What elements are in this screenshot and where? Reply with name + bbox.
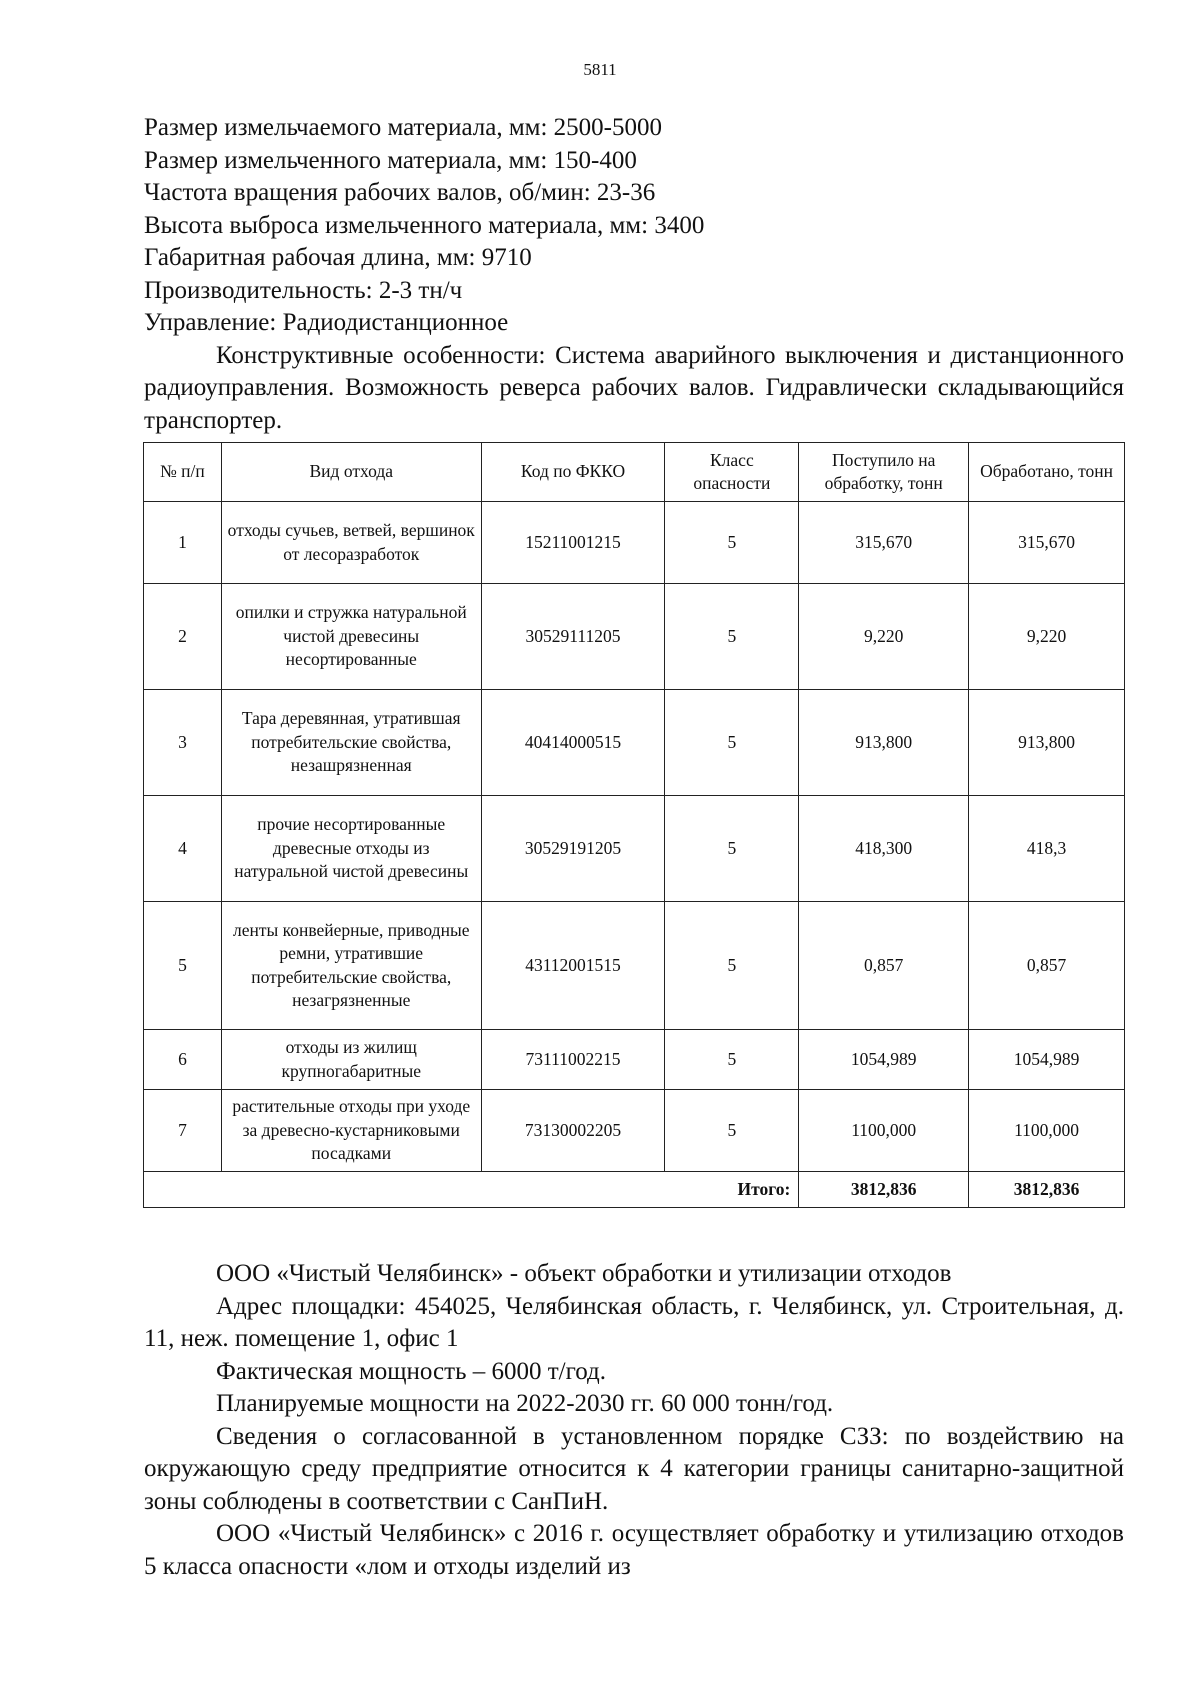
cell-received: 315,670 [799,502,969,584]
cell-code: 43112001515 [481,902,665,1030]
cell-processed: 913,800 [969,690,1125,796]
cell-waste-type: отходы из жилищ крупногабаритные [221,1030,481,1090]
table-row [144,502,1125,584]
cell-class: 5 [665,502,799,584]
table-row [144,584,1125,690]
spec-line: Размер измельченного материала, мм: 150-400 [144,146,637,174]
total-processed: 3812,836 [969,1172,1125,1208]
cell-class: 5 [665,1090,799,1172]
header-fkko-code: Код по ФККО [481,443,665,502]
cell-waste-type: прочие несортированные древесные отходы из натуральной чистой древесины [221,796,481,902]
cell-code: 15211001215 [481,502,665,584]
cell-received: 9,220 [799,584,969,690]
cell-waste-type: ленты конвейерные, приводные ремни, утратившие потребительские свойства, незагрязненные [221,902,481,1030]
table-row [144,796,1125,902]
waste-table [143,442,1125,1208]
header-hazard-class: Класс опасности [665,443,799,502]
cell-processed: 0,857 [969,902,1125,1030]
site-address: Адрес площадки: 454025, Челябинская область, г. Челябинск, ул. Строительная, д. 11, неж. помещение 1, офис 1 [144,1292,1124,1352]
cell-num: 7 [144,1090,222,1172]
table-row [144,690,1125,796]
cell-processed: 418,3 [969,796,1125,902]
actual-capacity: Фактическая мощность – 6000 т/год. [216,1357,606,1385]
cell-num: 5 [144,902,222,1030]
cell-class: 5 [665,796,799,902]
cell-received: 1054,989 [799,1030,969,1090]
spec-line: Частота вращения рабочих валов, об/мин: 23-36 [144,179,656,206]
cell-processed: 9,220 [969,584,1125,690]
cell-class: 5 [665,1030,799,1090]
cell-num: 4 [144,796,222,902]
sanitary-zone-info: Сведения о согласованной в установленном порядке СЗЗ: по воздействию на окружающую среду предприятие относится к 4 категории границы санитарно-защитной зоны соблюдены в соответствии с СанПиН. [144,1422,1124,1515]
cell-waste-type: Тара деревянная, утратившая потребительские свойства, незашрязненная [221,690,481,796]
cell-processed: 1100,000 [969,1090,1125,1172]
spec-line: Высота выброса измельченного материала, мм: 3400 [144,211,705,239]
cell-received: 418,300 [799,796,969,902]
cell-num: 3 [144,690,222,796]
cell-code: 73111002215 [481,1030,665,1090]
header-received: Поступило на обработку, тонн [799,443,969,502]
spec-line: Габаритная рабочая длина, мм: 9710 [144,244,532,271]
cell-num: 1 [144,502,222,584]
cell-waste-type: растительные отходы при уходе за древесно-кустарниковыми посадками [221,1090,481,1172]
cell-class: 5 [665,690,799,796]
cell-num: 2 [144,584,222,690]
company-info [144,1258,1124,1583]
table-total-row [144,1172,1125,1208]
cell-code: 30529111205 [481,584,665,690]
planned-capacity: Планируемые мощности на 2022-2030 гг. 60 000 тонн/год. [216,1390,834,1417]
cell-processed: 1054,989 [969,1030,1125,1090]
company-title: ООО «Чистый Челябинск» - объект обработки и утилизации отходов [216,1260,952,1287]
header-num: № п/п [144,443,222,502]
features-paragraph: Конструктивные особенности: Система аварийного выключения и дистанционного радиоуправления. Возможность реверса рабочих валов. Гидравлически складывающийся транспортер. [144,341,1124,434]
cell-waste-type: опилки и стружка натуральной чистой древесины несортированные [221,584,481,690]
spec-line: Производительность: 2-3 тн/ч [144,276,463,304]
page-number: 5811 [583,60,617,79]
table-header-row [144,443,1125,502]
spec-line: Управление: Радиодистанционное [144,309,509,336]
activity-paragraph: ООО «Чистый Челябинск» с 2016 г. осуществляет обработку и утилизацию отходов 5 класса опасности «лом и отходы изделий из [144,1520,1124,1580]
cell-waste-type: отходы сучьев, ветвей, вершинок от лесоразработок [221,502,481,584]
cell-class: 5 [665,584,799,690]
cell-num: 6 [144,1030,222,1090]
cell-received: 1100,000 [799,1090,969,1172]
equipment-specs [144,112,1124,437]
header-waste-type: Вид отхода [221,443,481,502]
table-row [144,902,1125,1030]
total-received: 3812,836 [799,1172,969,1208]
cell-code: 40414000515 [481,690,665,796]
table-row [144,1030,1125,1090]
cell-processed: 315,670 [969,502,1125,584]
spec-line: Размер измельчаемого материала, мм: 2500-5000 [144,114,662,141]
cell-code: 73130002205 [481,1090,665,1172]
cell-received: 913,800 [799,690,969,796]
total-label: Итого: [144,1172,799,1208]
table-row [144,1090,1125,1172]
cell-code: 30529191205 [481,796,665,902]
cell-received: 0,857 [799,902,969,1030]
header-processed: Обработано, тонн [969,443,1125,502]
cell-class: 5 [665,902,799,1030]
